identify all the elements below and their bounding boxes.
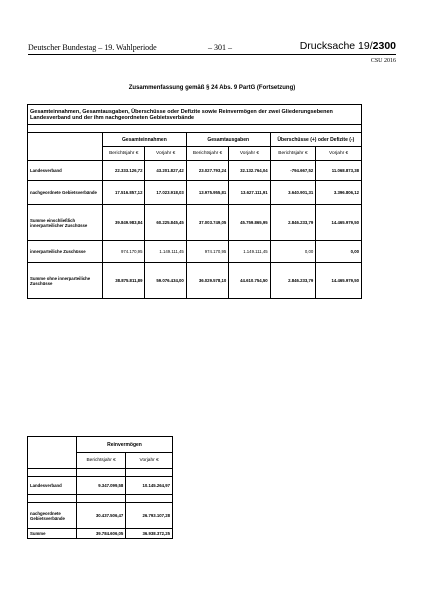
page-number: – 301 – (208, 43, 232, 52)
value-cell: 59.076.434,00 (145, 263, 186, 299)
spacer-row (28, 125, 362, 133)
summary-table (27, 104, 362, 299)
document-number-prefix: Drucksache 19/ (299, 40, 373, 52)
value-cell: 11.068.873,38 (316, 161, 362, 181)
row-label: Landesverband (28, 477, 77, 495)
value-cell: 17.023.918,03 (145, 181, 186, 205)
column-header: Vorjahr € (145, 147, 186, 161)
value-cell: 2.846.233,79 (270, 205, 316, 241)
value-cell: 39.784.606,05 (77, 529, 126, 539)
value-cell: 3.396.806,12 (316, 181, 362, 205)
page-header (28, 40, 396, 54)
column-header: Berichtsjahr € (186, 147, 228, 161)
value-cell: 1.149.111,45 (145, 241, 186, 263)
spacer-cell (28, 469, 77, 477)
value-cell: 39.849.983,84 (103, 205, 145, 241)
value-cell: 13.627.111,91 (229, 181, 270, 205)
corner-cell (28, 133, 103, 161)
value-cell: 0,00 (316, 241, 362, 263)
value-cell: 10.145.264,97 (126, 477, 173, 495)
value-cell: -794.667,52 (270, 161, 316, 181)
row-label: Summe (28, 529, 77, 539)
column-header: Berichtsjahr € (103, 147, 145, 161)
group-header: Reinvermögen (77, 437, 173, 453)
table-caption: Gesamteinnahmen, Gesamtausgaben, Überschüsse oder Defizite sowie Reinvermögen der zwei Gliederungsebenen Landesverband und der ihm nachgeordneten Gebietsverbände (28, 105, 362, 125)
group-header: Gesamtausgaben (186, 133, 270, 147)
group-header: Überschüsse (+) oder Defizite (-) (270, 133, 361, 147)
value-cell: 30.437.506,47 (77, 503, 126, 529)
table-row (28, 241, 362, 263)
value-cell: 22.333.126,72 (103, 161, 145, 181)
spacer-cell (77, 469, 126, 477)
table-row (28, 263, 362, 299)
column-header: Berichtsjahr € (77, 453, 126, 469)
value-cell: 974.170,95 (186, 241, 228, 263)
spacer-cell (126, 469, 173, 477)
value-cell: 45.759.865,95 (229, 205, 270, 241)
net-assets-table (27, 436, 173, 539)
row-label: Landesverband (28, 161, 103, 181)
value-cell: 1.149.111,45 (229, 241, 270, 263)
spacer-cell (77, 495, 126, 503)
page-title: Zusammenfassung gemäß § 24 Abs. 9 PartG (Fortsetzung) (128, 85, 296, 91)
row-label: Summe ohne innerparteiliche Zuschüsse (28, 263, 103, 299)
value-cell: 43.201.827,42 (145, 161, 186, 181)
value-cell: 26.793.107,28 (126, 503, 173, 529)
column-header: Vorjahr € (316, 147, 362, 161)
party-year: CSU 2016 (370, 58, 396, 64)
table-row (28, 181, 362, 205)
value-cell: 9.347.099,58 (77, 477, 126, 495)
header-rule (28, 54, 396, 55)
value-cell: 37.003.749,05 (186, 205, 228, 241)
value-cell: 23.027.793,24 (186, 161, 228, 181)
value-cell: 38.875.811,89 (103, 263, 145, 299)
row-label: nachgeordnete Gebietsverbände (28, 181, 103, 205)
table-row (28, 161, 362, 181)
value-cell: 17.516.857,12 (103, 181, 145, 205)
column-header: Vorjahr € (229, 147, 270, 161)
table-row (28, 205, 362, 241)
value-cell: 36.938.372,25 (126, 529, 173, 539)
column-header: Vorjahr € (126, 453, 173, 469)
value-cell: 14.465.979,50 (316, 263, 362, 299)
table-row (28, 477, 173, 495)
document-number (300, 40, 396, 52)
table-row (28, 529, 173, 539)
value-cell: 2.846.233,79 (270, 263, 316, 299)
row-label: Summe einschließlich innerparteilicher Zuschüsse (28, 205, 103, 241)
value-cell: 0,00 (270, 241, 316, 263)
table-row (28, 503, 173, 529)
value-cell: 13.975.955,81 (186, 181, 228, 205)
value-cell: 44.610.754,50 (229, 263, 270, 299)
row-label: innerparteiliche Zuschüsse (28, 241, 103, 263)
value-cell: 32.132.764,04 (229, 161, 270, 181)
header-left: Deutscher Bundestag – 19. Wahlperiode (28, 43, 157, 52)
value-cell: 60.225.845,45 (145, 205, 186, 241)
value-cell: 36.029.578,10 (186, 263, 228, 299)
group-header: Gesamteinnahmen (103, 133, 187, 147)
value-cell: 14.465.979,50 (316, 205, 362, 241)
column-header: Berichtsjahr € (270, 147, 316, 161)
value-cell: 974.170,95 (103, 241, 145, 263)
value-cell: 3.640.901,31 (270, 181, 316, 205)
document-number-value: 2300 (372, 40, 396, 52)
spacer-cell (28, 495, 77, 503)
spacer-cell (126, 495, 173, 503)
corner-cell (28, 437, 77, 469)
row-label: nachgeordnete Gebietsverbände (28, 503, 77, 529)
